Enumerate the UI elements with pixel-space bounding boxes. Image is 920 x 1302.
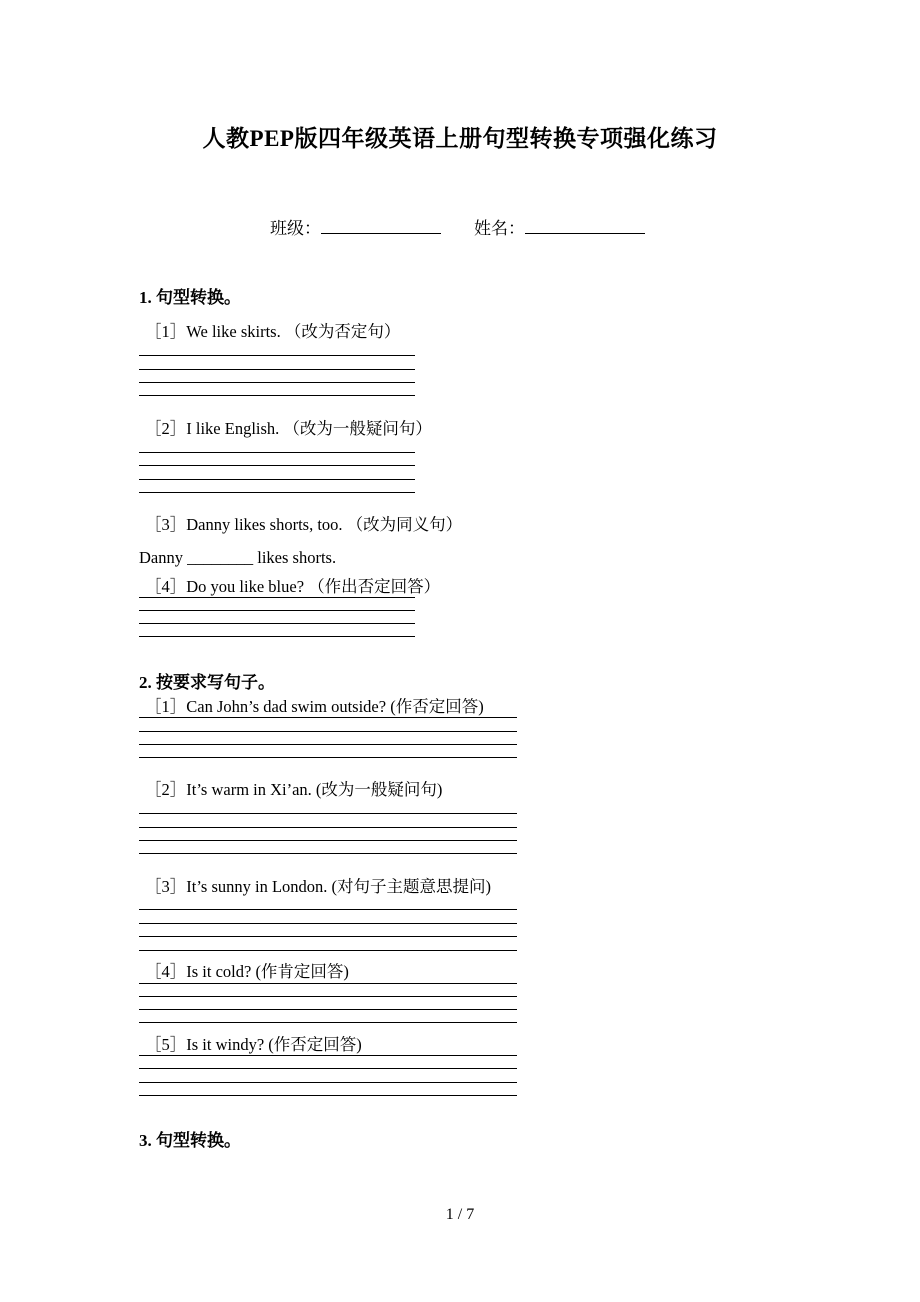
section-1-question-3: ［3］Danny likes shorts, too. （改为同义句） (145, 515, 463, 534)
section-1-question-2: ［2］I like English. （改为一般疑问句） (145, 419, 432, 438)
answer-line[interactable] (139, 355, 415, 356)
answer-line[interactable] (139, 382, 415, 383)
page-number: 1 / 7 (445, 1206, 475, 1223)
class-blank[interactable] (321, 219, 441, 234)
name-label: 姓名： (474, 219, 525, 238)
answer-line[interactable] (139, 827, 517, 828)
answer-line[interactable] (139, 610, 415, 611)
answer-line[interactable] (139, 1095, 517, 1096)
section-2-question-3: ［3］It’s sunny in London. (对句子主题意思提问) (145, 877, 492, 896)
answer-line[interactable] (139, 996, 517, 997)
answer-line[interactable] (139, 395, 415, 396)
answer-line[interactable] (139, 757, 517, 758)
class-field (270, 214, 441, 239)
answer-line[interactable] (139, 731, 517, 732)
answer-line[interactable] (139, 950, 517, 951)
answer-line[interactable] (139, 623, 415, 624)
answer-line[interactable] (139, 1009, 517, 1010)
section-2-heading: 2. 按要求写句子。 (139, 673, 275, 692)
section-1-question-3-answer: Danny ________ likes shorts. (139, 548, 337, 567)
name-field (474, 214, 645, 239)
section-2-question-2: ［2］It’s warm in Xi’an. (改为一般疑问句) (145, 780, 443, 799)
answer-line[interactable] (139, 1055, 517, 1056)
class-label: 班级： (270, 219, 321, 238)
answer-line[interactable] (139, 813, 517, 814)
answer-line[interactable] (139, 717, 517, 718)
section-2-question-1: ［1］Can John’s dad swim outside? (作否定回答) (145, 697, 484, 716)
answer-line[interactable] (139, 452, 415, 453)
page-title: 人教PEP版四年级英语上册句型转换专项强化练习 (202, 126, 718, 151)
answer-line[interactable] (139, 936, 517, 937)
answer-line[interactable] (139, 1022, 517, 1023)
answer-line[interactable] (139, 840, 517, 841)
answer-line[interactable] (139, 492, 415, 493)
name-blank[interactable] (525, 219, 645, 234)
answer-line[interactable] (139, 923, 517, 924)
answer-line[interactable] (139, 909, 517, 910)
section-3-heading: 3. 句型转换。 (139, 1131, 241, 1150)
answer-line[interactable] (139, 1082, 517, 1083)
section-1-question-1: ［1］We like skirts. （改为否定句） (145, 322, 401, 341)
section-1-heading: 1. 句型转换。 (139, 288, 241, 307)
answer-line[interactable] (139, 465, 415, 466)
answer-line[interactable] (139, 597, 415, 598)
answer-line[interactable] (139, 744, 517, 745)
answer-line[interactable] (139, 853, 517, 854)
section-1-question-4: ［4］Do you like blue? （作出否定回答） (145, 577, 441, 596)
answer-line[interactable] (139, 636, 415, 637)
answer-line[interactable] (139, 479, 415, 480)
section-2-question-4: ［4］Is it cold? (作肯定回答) (145, 962, 349, 981)
answer-line[interactable] (139, 1068, 517, 1069)
answer-line[interactable] (139, 983, 517, 984)
section-2-question-5: ［5］Is it windy? (作否定回答) (145, 1035, 362, 1054)
answer-line[interactable] (139, 369, 415, 370)
